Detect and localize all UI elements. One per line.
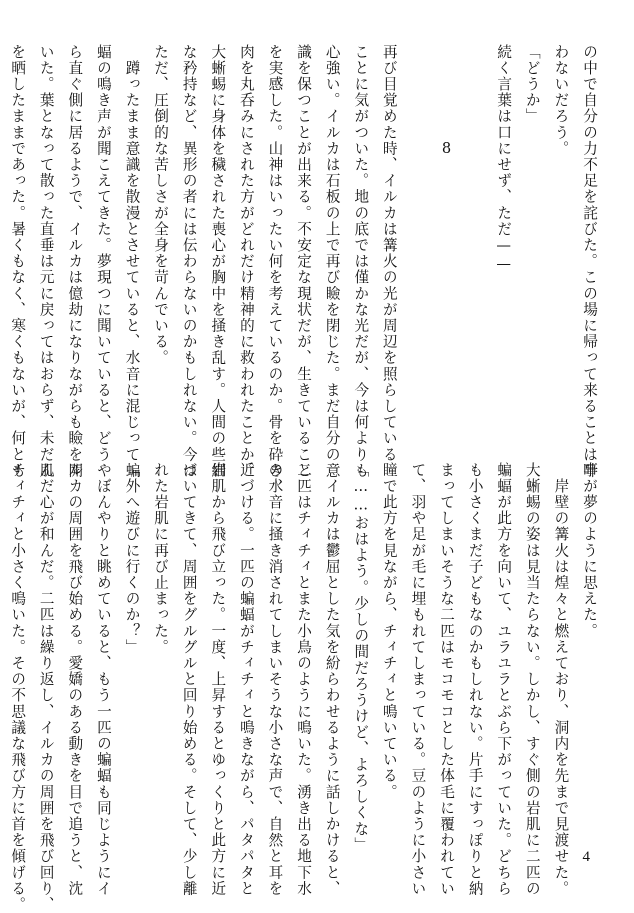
- text-line: ら直ぐ側に居るようで、イルカは億劫になりながらも瞼を開: [66, 44, 84, 479]
- text-line: いた。葉となって散った直垂は元に戻ってはおらず、未だ肌: [37, 44, 55, 479]
- text-line: 続く言葉は口にせず、ただ——: [495, 44, 513, 275]
- text-line: を晒したままであった。暑くもなく、寒くもないが、何とも: [9, 44, 27, 479]
- text-line: 「どうか」: [523, 44, 541, 125]
- text-line: を実感した。山神はいったい何を考えているのか。骨を砕き、: [266, 44, 284, 495]
- text-line: れた岩肌に再び止まった。: [152, 462, 170, 656]
- text-line: 心強い。イルカは石板の上で再び瞼を閉じた。まだ自分の意: [323, 44, 341, 479]
- text-line: ただ、圧倒的な苦しさが全身を苛んでいる。: [152, 44, 170, 366]
- blank-line: [467, 44, 482, 444]
- text-line: も小さくまだ子どもなのかもしれない。片手にすっぽりと納: [466, 462, 484, 897]
- text-line: ルカの周囲を飛び始める。愛嬌のある動きを目で追うと、沈: [66, 462, 84, 897]
- text-line: 岸壁の篝火は煌々と燃えており、洞内を先まで見渡せた。: [552, 462, 570, 897]
- text-line: 再び目覚めた時、イルカは篝火の光が周辺を照らしている: [380, 44, 398, 463]
- text-line: 二匹はチィチィとまた小鳥のように鳴いた。湧き出る地下水: [295, 462, 313, 897]
- text-line: 事が夢のように思えた。: [581, 462, 598, 640]
- text-line: 瞳で此方を見ながら、チィチィと鳴いている。: [380, 462, 398, 801]
- text-line: イルカは鬱屈とした気を紛らわせるように話しかけると、: [323, 462, 341, 897]
- text-line: んだ心が和んだ。二匹は繰り返し、イルカの周囲を飛び回り、: [37, 462, 55, 913]
- text-line: の中で自分の力不足を詫びた。この場に帰って来ることは叶: [581, 44, 598, 479]
- text-line: 肉を丸呑みにされた方がどれだけ精神的に救われたことか。: [237, 44, 255, 479]
- page-number: 4: [582, 849, 590, 865]
- text-line: 識を保つことが出来る。不安定な現状だが、生きていること: [295, 44, 313, 479]
- chapter-number: 8: [438, 140, 456, 159]
- text-line: て、羽や足が毛に埋もれてしまっている。豆のように小さい: [409, 462, 427, 897]
- upper-text-block: [0, 44, 598, 495]
- text-line: 蹲ったまま意識を散漫とさせていると、水音に混じって蝙: [123, 44, 141, 479]
- lower-text-block: [0, 462, 598, 913]
- text-line: わないだろう。: [552, 44, 570, 157]
- text-line: 蝙蝠が此方を向いて、ユラユラとぶら下がっていた。どちら: [495, 462, 513, 897]
- text-line: 近づける。一匹の蝙蝠がチィチィと鳴きながら、パタパタと: [237, 462, 255, 897]
- text-line: な矜持など、異形の者には伝わらないのかもしれない。今は: [180, 44, 198, 479]
- text-line: の水音に掻き消されてしまいそうな小さな声で、自然と耳を: [266, 462, 284, 897]
- text-line: チィチィと小さく鳴いた。その不思議な飛び方に首を傾げる。: [9, 462, 27, 913]
- text-line: づいてきて、周囲をグルグルと回り始める。そして、少し離: [180, 462, 198, 897]
- text-line: 蝠の鳴き声が聞こえてきた。夢現つに聞いていると、どうや: [94, 44, 112, 479]
- text-line: 岩肌から飛び立った。一度、上昇するとゆっくりと此方に近: [209, 462, 227, 897]
- text-line: 「……おはよう。少しの間だろうけど、よろしくな」: [352, 462, 370, 854]
- text-line: ぼんやりと眺めていると、もう一匹の蝙蝠も同じようにイ: [94, 462, 112, 897]
- text-line: ことに気がついた。地の底では僅かな光だが、今は何よりも: [352, 44, 370, 479]
- text-line: 大蜥蜴に身体を穢された喪心が胸中を掻き乱す。人間の些細: [209, 44, 227, 479]
- text-line: まってしまいそうな二匹はモコモコとした体毛に覆われてい: [438, 462, 456, 897]
- text-line: 大蜥蜴の姿は見当たらない。しかし、すぐ側の岩肌に二匹の: [523, 462, 541, 897]
- blank-line: [409, 44, 424, 444]
- text-line: 「外へ遊びに行くのか？」: [123, 462, 141, 656]
